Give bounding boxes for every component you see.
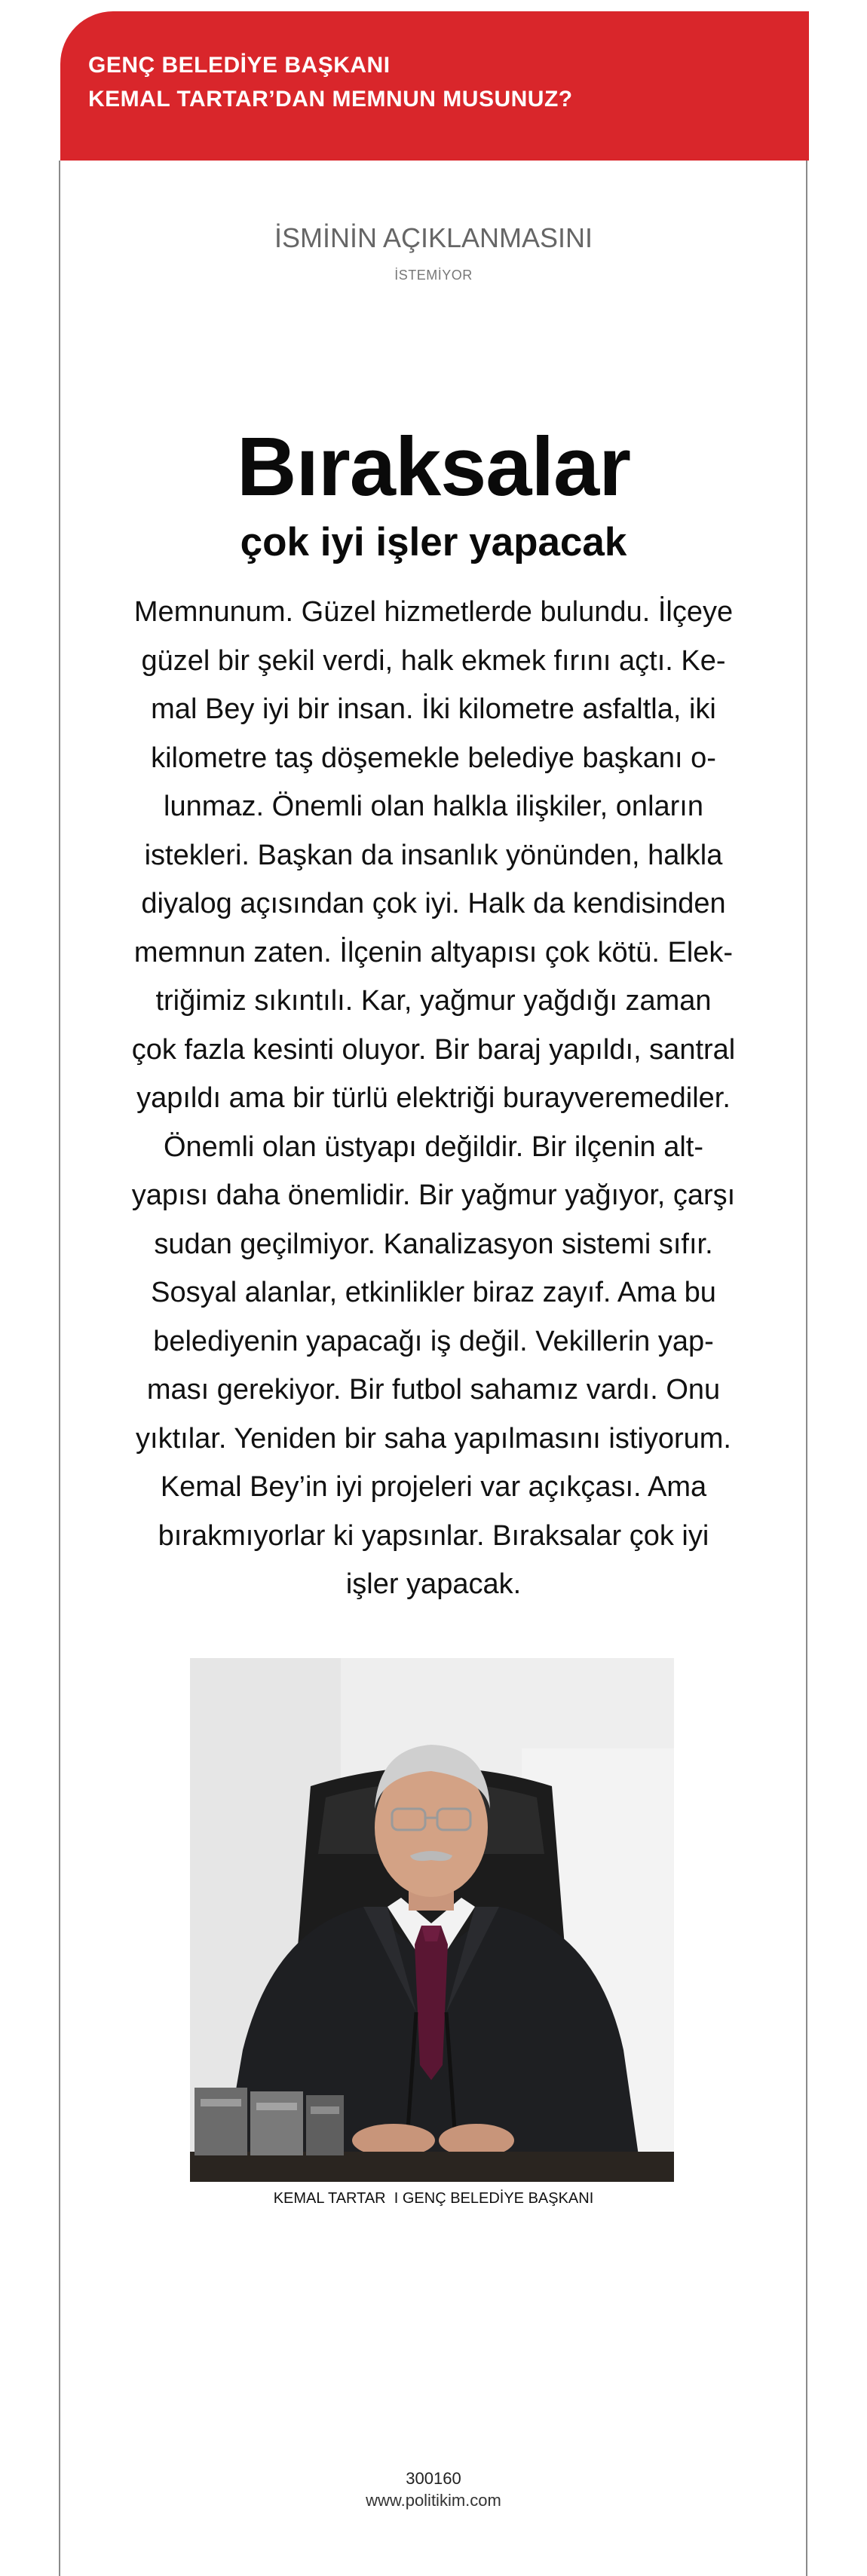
article-line: yapısı daha önemlidir. Bir yağmur yağıyor, çarşı [131, 1179, 736, 1211]
article-line: yapıldı ama bir türlü elektriği burayveremediler. [136, 1082, 731, 1114]
header-title-line-1: GENÇ BELEDİYE BAŞKANI [88, 53, 391, 78]
footer-code: 300160 [406, 2469, 461, 2488]
article-headline: Bıraksalar [236, 421, 631, 513]
mayor-portrait-photo [190, 1658, 674, 2182]
article-line: belediyenin yapacağı iş değil. Vekillerin yap- [153, 1325, 714, 1357]
article-line: Önemli olan üstyapı değildir. Bir ilçenin alt- [163, 1130, 703, 1163]
article-line: istekleri. Başkan da insanlık yönünden, halkla [144, 839, 723, 871]
header-band [60, 11, 809, 161]
article-line: mal Bey iyi bir insan. İki kilometre asfaltla, iki [151, 693, 716, 725]
header-title-line-2: KEMAL TARTAR’DAN MEMNUN MUSUNUZ? [88, 87, 573, 112]
article-line: memnun zaten. İlçenin altyapısı çok kötü. Elek- [133, 936, 734, 968]
article-line: kilometre taş döşemekle belediye başkanı o- [151, 742, 716, 774]
article-line: güzel bir şekil verdi, halk ekmek fırını açtı. Ke- [141, 644, 726, 677]
respondent-name: İSMİNİN AÇIKLANMASINI [274, 222, 593, 253]
article-line: lunmaz. Önemli olan halkla ilişkiler, onların [164, 791, 703, 822]
article-line: triğimiz sıkıntılı. Kar, yağmur yağdığı zaman [155, 985, 712, 1017]
article-line: işler yapacak. [345, 1568, 522, 1600]
article-subheadline: çok iyi işler yapacak [240, 520, 627, 564]
article-line: sudan geçilmiyor. Kanalizasyon sistemi sıfır. [154, 1228, 713, 1260]
photo-caption: KEMAL TARTAR I GENÇ BELEDİYE BAŞKANI [273, 2190, 594, 2207]
article-body [113, 588, 754, 1609]
footer-website: www.politikim.com [366, 2491, 501, 2510]
article-line: diyalog açısından çok iyi. Halk da kendisinden [141, 888, 726, 919]
article-line: yıktılar. Yeniden bir saha yapılmasını istiyorum. [136, 1422, 731, 1455]
article-line: çok fazla kesinti oluyor. Bir baraj yapıldı, santral [131, 1033, 736, 1066]
article-line: Memnunum. Güzel hizmetlerde bulundu. İlçeye [133, 596, 734, 628]
article-line: bırakmıyorlar ki yapsınlar. Bıraksalar çok iyi [158, 1519, 709, 1552]
respondent-note: İSTEMİYOR [394, 268, 473, 283]
article-line: Kemal Bey’in iyi projeleri var açıkçası. Ama [160, 1471, 707, 1503]
article-line: ması gerekiyor. Bir futbol sahamız vardı. Onu [146, 1374, 721, 1406]
article-line: Sosyal alanlar, etkinlikler biraz zayıf. Ama bu [151, 1277, 716, 1308]
